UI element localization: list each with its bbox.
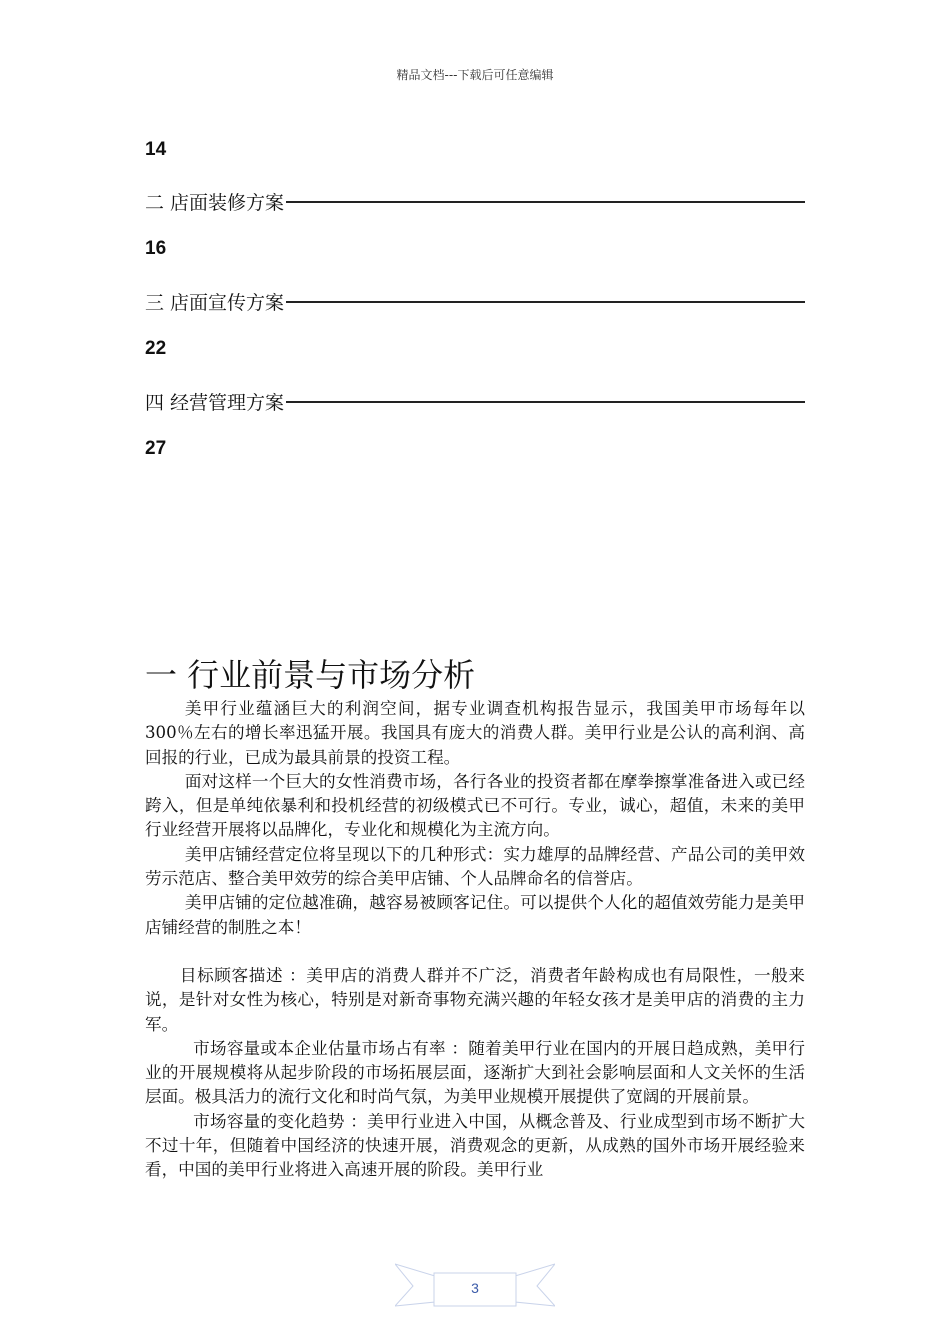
body-paragraph: 美甲店铺经营定位将呈现以下的几种形式：实力雄厚的品牌经营、产品公司的美甲效劳示范店、整合美甲效劳的综合美甲店铺、个人品牌命名的信誉店。 xyxy=(145,844,805,889)
paragraph-spacer xyxy=(145,940,805,964)
page-number: 3 xyxy=(471,1280,479,1296)
toc-entry-management[interactable] xyxy=(145,388,805,415)
body-paragraph: 面对这样一个巨大的女性消费市场，各行各业的投资者都在摩拳擦掌准备进入或已经跨入，但是单纯依暴利和投机经营的初级模式已不可行。专业，诚心，超值，未来的美甲行业经营开展将以品牌化，专业化和规模化为主流方向。 xyxy=(145,771,805,840)
toc-page-number: 16 xyxy=(145,238,167,259)
toc-page-number: 27 xyxy=(145,438,167,459)
toc-entry-label: 三 店面宣传方案 xyxy=(145,292,285,314)
section-body xyxy=(145,697,805,1183)
toc-entry-label: 二 店面装修方案 xyxy=(145,192,285,214)
body-paragraph: 市场容量或本企业估量市场占有率 ：随着美甲行业在国内的开展日趋成熟，美甲行业的开展规模将从起步阶段的市场拓展层面，逐渐扩大到社会影响层面和人文关怀的生活层面。极具活力的流行文化和时尚气氛，为美甲业规模开展提供了宽阔的开展前景。 xyxy=(145,1038,805,1107)
toc-leader-line xyxy=(286,401,805,403)
toc-page-number: 22 xyxy=(145,338,167,359)
body-paragraph: 美甲行业蕴涵巨大的利润空间，据专业调查机构报告显示，我国美甲市场每年以 300％左右的增长率迅猛开展。我国具有庞大的消费人群。美甲行业是公认的高利润、高回报的行业，已成为最具前景的投资工程。 xyxy=(145,699,805,767)
body-paragraph: 市场容量的变化趋势 ：美甲行业进入中国，从概念普及、行业成型到市场不断扩大不过十年，但随着中国经济的快速开展，消费观念的更新，从成熟的国外市场开展经验来看，中国的美甲行业将进入高速开展的阶段。美甲行业 xyxy=(145,1111,805,1180)
toc-entry-promotion[interactable] xyxy=(145,288,805,315)
toc-page-number: 14 xyxy=(145,139,167,160)
toc-entry-renovation[interactable] xyxy=(145,188,805,215)
header-watermark: 精品文档---下载后可任意编辑 xyxy=(396,68,554,82)
toc-leader-line xyxy=(286,201,805,203)
section-title: 一 行业前景与市场分析 xyxy=(145,656,476,694)
body-paragraph: 美甲店铺的定位越准确，越容易被顾客记住。可以提供个人化的超值效劳能力是美甲店铺经营的制胜之本！ xyxy=(145,893,805,937)
body-paragraph: 目标顾客描述 ：美甲店的消费人群并不广泛，消费者年龄构成也有局限性，一般来说，是针对女性为核心，特别是对新奇事物充满兴趣的年轻女孩才是美甲店的消费的主力军。 xyxy=(145,965,805,1034)
toc-leader-line xyxy=(286,301,805,303)
toc-entry-label: 四 经营管理方案 xyxy=(145,392,285,414)
